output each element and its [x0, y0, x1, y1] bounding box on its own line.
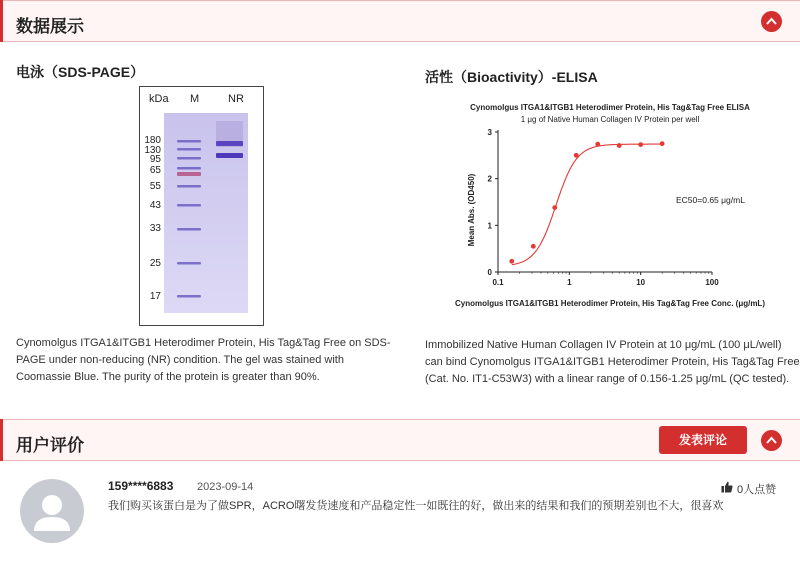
lane-label-kda: kDa — [149, 93, 169, 105]
x-tick-label: 100 — [705, 278, 719, 287]
x-tick-label: 10 — [636, 278, 646, 287]
chevron-up-icon — [766, 17, 777, 25]
marker-label: 55 — [149, 181, 161, 192]
sds-page-title: 电泳（SDS-PAGE） — [16, 64, 145, 80]
sds-gel-image — [139, 86, 264, 326]
x-tick-label: 1 — [567, 278, 572, 287]
marker-label: 43 — [149, 200, 161, 211]
like-count: 0人点赞 — [737, 484, 777, 496]
data-point — [509, 259, 514, 264]
elisa-description: Immobilized Native Human Collagen IV Protein at 10 μg/mL (100 μL/well) can bind Cynomolgus ITGA1&ITGB1 Heterodimer Protein, His Tag&Tag Free (Cat. No. IT1-C53W3) with a linear range of 0.156-1.25 μg/mL (QC tested). — [425, 339, 800, 385]
data-point — [638, 142, 643, 147]
data-point — [531, 244, 536, 249]
data-section-header — [0, 0, 800, 42]
y-tick-label: 0 — [487, 268, 492, 277]
x-tick-label: 0.1 — [492, 278, 504, 287]
collapse-review-section-button[interactable] — [761, 430, 782, 451]
data-point — [552, 205, 557, 210]
marker-label: 65 — [149, 165, 161, 176]
chart-ticks — [488, 128, 720, 287]
marker-label: 17 — [149, 291, 161, 302]
post-comment-button[interactable]: 发表评论 — [659, 426, 747, 454]
data-points — [509, 141, 664, 263]
review-text: 我们购买该蛋白是为了做SPR，ACRO曙发货速度和产品稳定性一如既往的好，做出来的结果和我们的预期差别也不大，很喜欢 — [108, 500, 724, 512]
data-point — [574, 153, 579, 158]
user-avatar-icon — [20, 479, 84, 543]
marker-label: 33 — [149, 223, 161, 234]
chart-title: Cynomolgus ITGA1&ITGB1 Heterodimer Protein, His Tag&Tag Free ELISA — [470, 103, 750, 112]
chart-subtitle: 1 μg of Native Human Collagen IV Protein per well — [520, 115, 700, 124]
lane-label-m: M — [190, 93, 200, 105]
marker-label: 95 — [149, 154, 161, 165]
chevron-up-icon — [766, 436, 777, 444]
data-point — [660, 141, 665, 146]
elisa-chart — [440, 96, 780, 318]
marker-label: 25 — [149, 258, 161, 269]
y-tick-label: 3 — [487, 128, 492, 137]
review-username: 159****6883 — [108, 479, 174, 493]
marker-label: 180 — [144, 135, 161, 146]
ec50-annotation: EC50=0.65 μg/mL — [676, 195, 745, 205]
data-section-title: 数据展示 — [16, 17, 84, 36]
marker-label: 130 — [144, 145, 161, 156]
elisa-title: 活性（Bioactivity）-ELISA — [425, 69, 598, 85]
review-date: 2023-09-14 — [197, 481, 254, 493]
y-tick-label: 2 — [487, 174, 492, 184]
y-axis-label: Mean Abs. (OD450) — [467, 173, 476, 247]
x-axis-label: Cynomolgus ITGA1&ITGB1 Heterodimer Protein, His Tag&Tag Free Conc. (μg/mL) — [455, 299, 765, 308]
marker-scale — [140, 87, 161, 327]
review-section-title: 用户评价 — [16, 436, 84, 455]
sds-description: Cynomolgus ITGA1&ITGB1 Heterodimer Protein, His Tag&Tag Free on SDS-PAGE under non-reducing (NR) condition. The gel was stained with Coomassie Blue. The purity of the protein is greater than 90%. — [16, 337, 391, 383]
data-point — [617, 143, 622, 148]
data-point — [595, 142, 600, 147]
collapse-data-section-button[interactable] — [761, 11, 782, 32]
y-tick-label: 1 — [487, 221, 492, 231]
lane-label-nr: NR — [228, 93, 244, 105]
thumbs-up-icon — [721, 481, 733, 493]
